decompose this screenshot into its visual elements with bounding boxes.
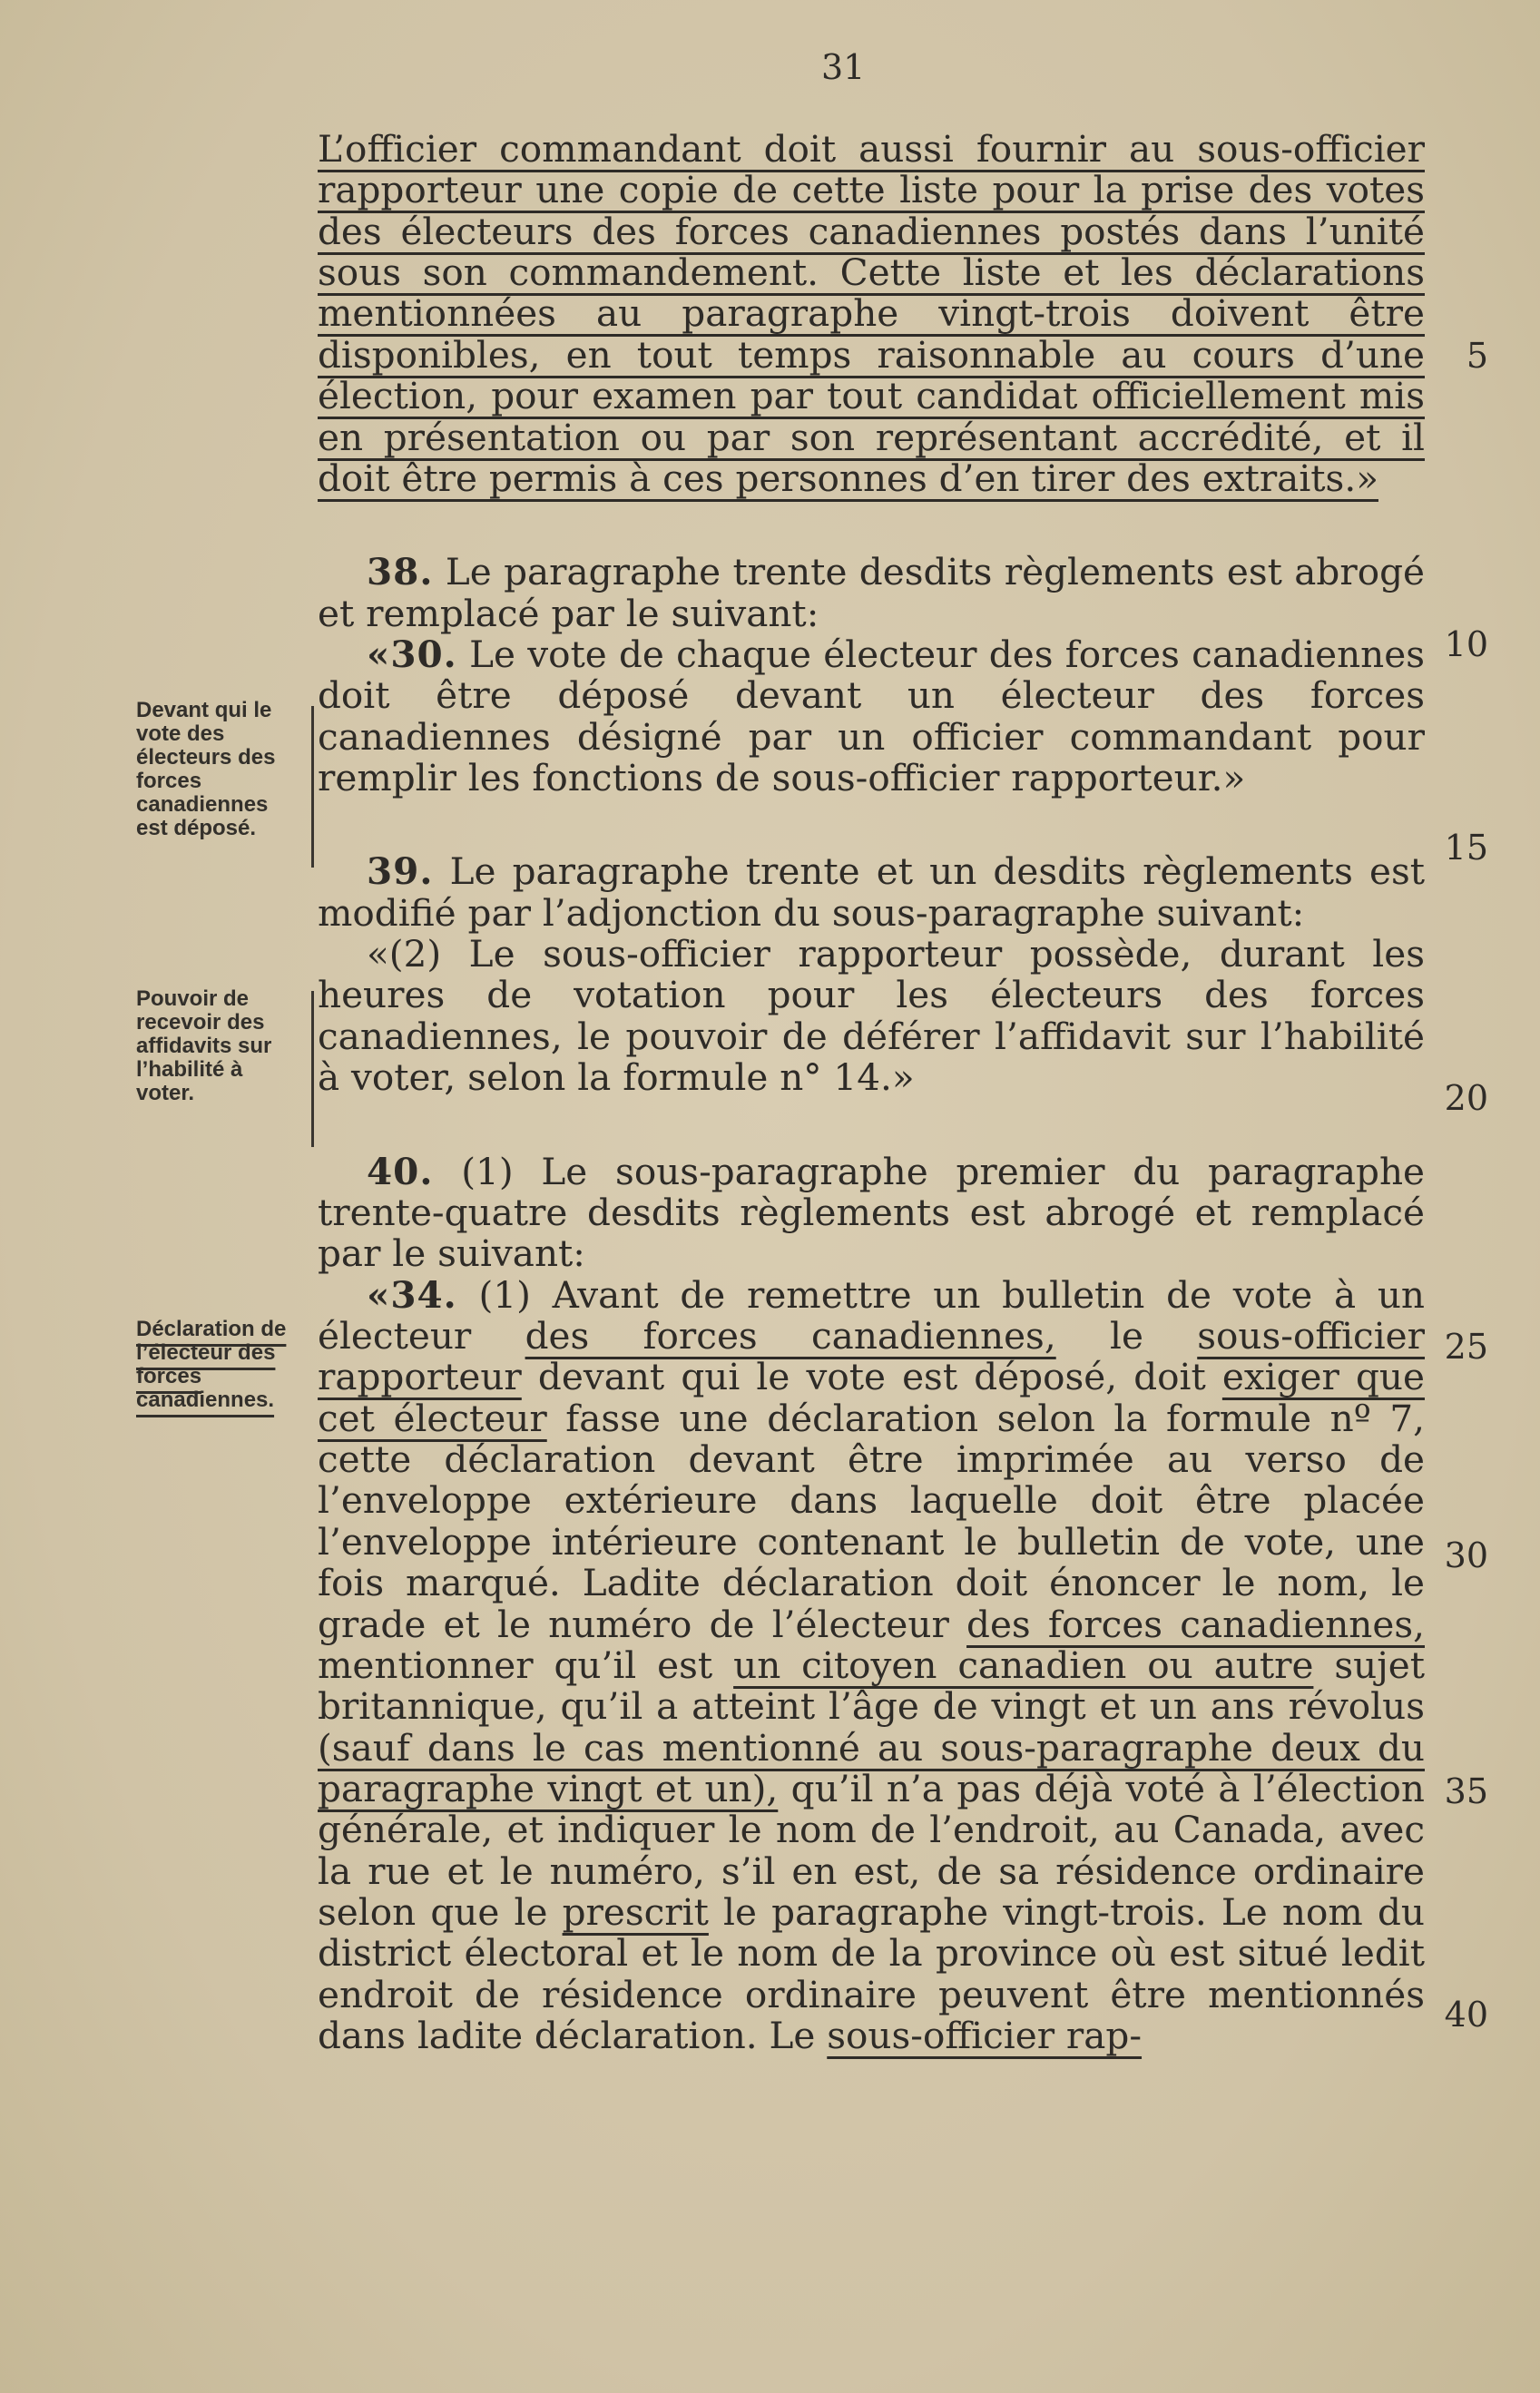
quoted-section-number: «34. xyxy=(367,1272,457,1317)
line-number: 30 xyxy=(1444,1535,1488,1575)
quoted-text-part: qu’il n’a pas déjà voté à l’élection générale, et indiquer le nom de l’endroit, au Canada, avec la rue et le numéro, s’il en est, de sa résidence ordinaire selon que le xyxy=(318,1766,1425,1935)
quoted-text-part: le xyxy=(1055,1313,1198,1358)
quoted-text: «(2) Le sous-officier rapporteur possède, durant les heures de votation pour les électeurs des forces canadiennes, le pouvoir de déférer l’affidavit sur l’habilité à voter, selon la formule n° 14.» xyxy=(318,932,1425,1100)
underlined-text: des forces canadiennes, xyxy=(525,1313,1056,1358)
underlined-text: sous-officier rapporteur xyxy=(318,1313,1426,1399)
quoted-text-part: (1) Avant de remettre un bulletin de vote à un électeur xyxy=(318,1272,1425,1358)
line-number: 35 xyxy=(1444,1771,1488,1811)
section-40 xyxy=(318,1149,1426,2058)
quoted-text: Le vote de chaque électeur des forces canadiennes doit être déposé devant un électeur des forces canadiennes désigné par un officier commandant pour remplir les fonctions de sous-officier rapporteur.» xyxy=(318,632,1426,800)
section-39 xyxy=(318,851,1425,1098)
quoted-text-part: devant qui le vote est déposé, doit xyxy=(521,1355,1222,1399)
section-number: 39. xyxy=(367,849,434,894)
section-number: 38. xyxy=(367,550,434,594)
section-number: 40. xyxy=(367,1149,434,1193)
underlined-text: exiger que cet électeur xyxy=(318,1355,1425,1440)
main-text xyxy=(318,129,1425,2056)
underlined-text: sous-officier rap- xyxy=(827,2014,1143,2058)
underlined-text: (sauf dans le cas mentionné au sous-paragraphe deux du paragraphe vingt et un), xyxy=(318,1725,1425,1810)
underlined-text: prescrit xyxy=(562,1890,709,1935)
line-number: 20 xyxy=(1444,1078,1488,1118)
margin-note-affidavit-power: Pouvoir de recevoir des affidavits sur l’habilité à voter. xyxy=(136,986,272,1105)
amendment-continuation: L’officier commandant doit aussi fournir au sous-officier rapporteur une copie de cette liste pour la prise des votes des électeurs des forces canadiennes postés dans l’unité sous son commandement. Cette liste et les déclarations mentionnées au paragraphe vingt-trois doivent être disponibles, en tout temps raisonnable au cours d’une élection, pour examen par tout candidat officiellement mis en présentation ou par son représentant accrédité, et il doit être permis à ces personnes d’en tirer des extraits.» xyxy=(318,127,1425,500)
quoted-text-part: fasse une déclaration selon la formule nº 7, cette déclaration devant être imprimée au verso de l’enveloppe extérieure dans laquelle doit être placée l’enveloppe intérieure contenant le bulletin de vote, une fois marqué. Ladite déclaration doit énoncer le nom, le grade et le numéro de l’électeur xyxy=(318,1396,1425,1646)
page-number: 31 xyxy=(821,47,866,87)
quoted-section-number: «30. xyxy=(367,632,457,676)
line-number: 10 xyxy=(1444,624,1488,664)
margin-bracket xyxy=(311,991,314,1147)
underlined-text: un citoyen canadien ou autre xyxy=(733,1643,1314,1687)
margin-note-elector-declaration: Déclaration de l’électeur des forces canadiennes. xyxy=(136,1317,287,1412)
line-number: 40 xyxy=(1444,1995,1488,2035)
section-intro: (1) Le sous-paragraphe premier du paragraphe trente-quatre desdits règlements est abrogé et remplacé par le suivant: xyxy=(318,1149,1425,1276)
section-38 xyxy=(318,552,1425,799)
section-intro: Le paragraphe trente desdits règlements est abrogé et remplacé par le suivant: xyxy=(318,550,1425,635)
line-number: 15 xyxy=(1444,828,1488,868)
underlined-text: des forces canadiennes, xyxy=(966,1602,1425,1646)
line-number: 25 xyxy=(1444,1327,1488,1367)
margin-note-vote-deposit: Devant qui le vote des électeurs des forces canadiennes est déposé. xyxy=(136,698,276,840)
quoted-text-part: sujet britannique, qu’il a atteint l’âge de vingt et un ans révolus xyxy=(318,1643,1425,1729)
margin-bracket xyxy=(311,706,314,868)
section-intro: Le paragraphe trente et un desdits règlements est modifié par l’adjonction du sous-paragraphe suivant: xyxy=(318,849,1426,935)
line-number: 5 xyxy=(1466,336,1488,376)
quoted-text-part: le paragraphe vingt-trois. Le nom du district électoral et le nom de la province où est situé ledit endroit de résidence ordinaire peuvent être mentionnés dans ladite déclaration. Le xyxy=(318,1890,1425,2058)
quoted-text-part: mentionner qu’il est xyxy=(318,1643,734,1687)
